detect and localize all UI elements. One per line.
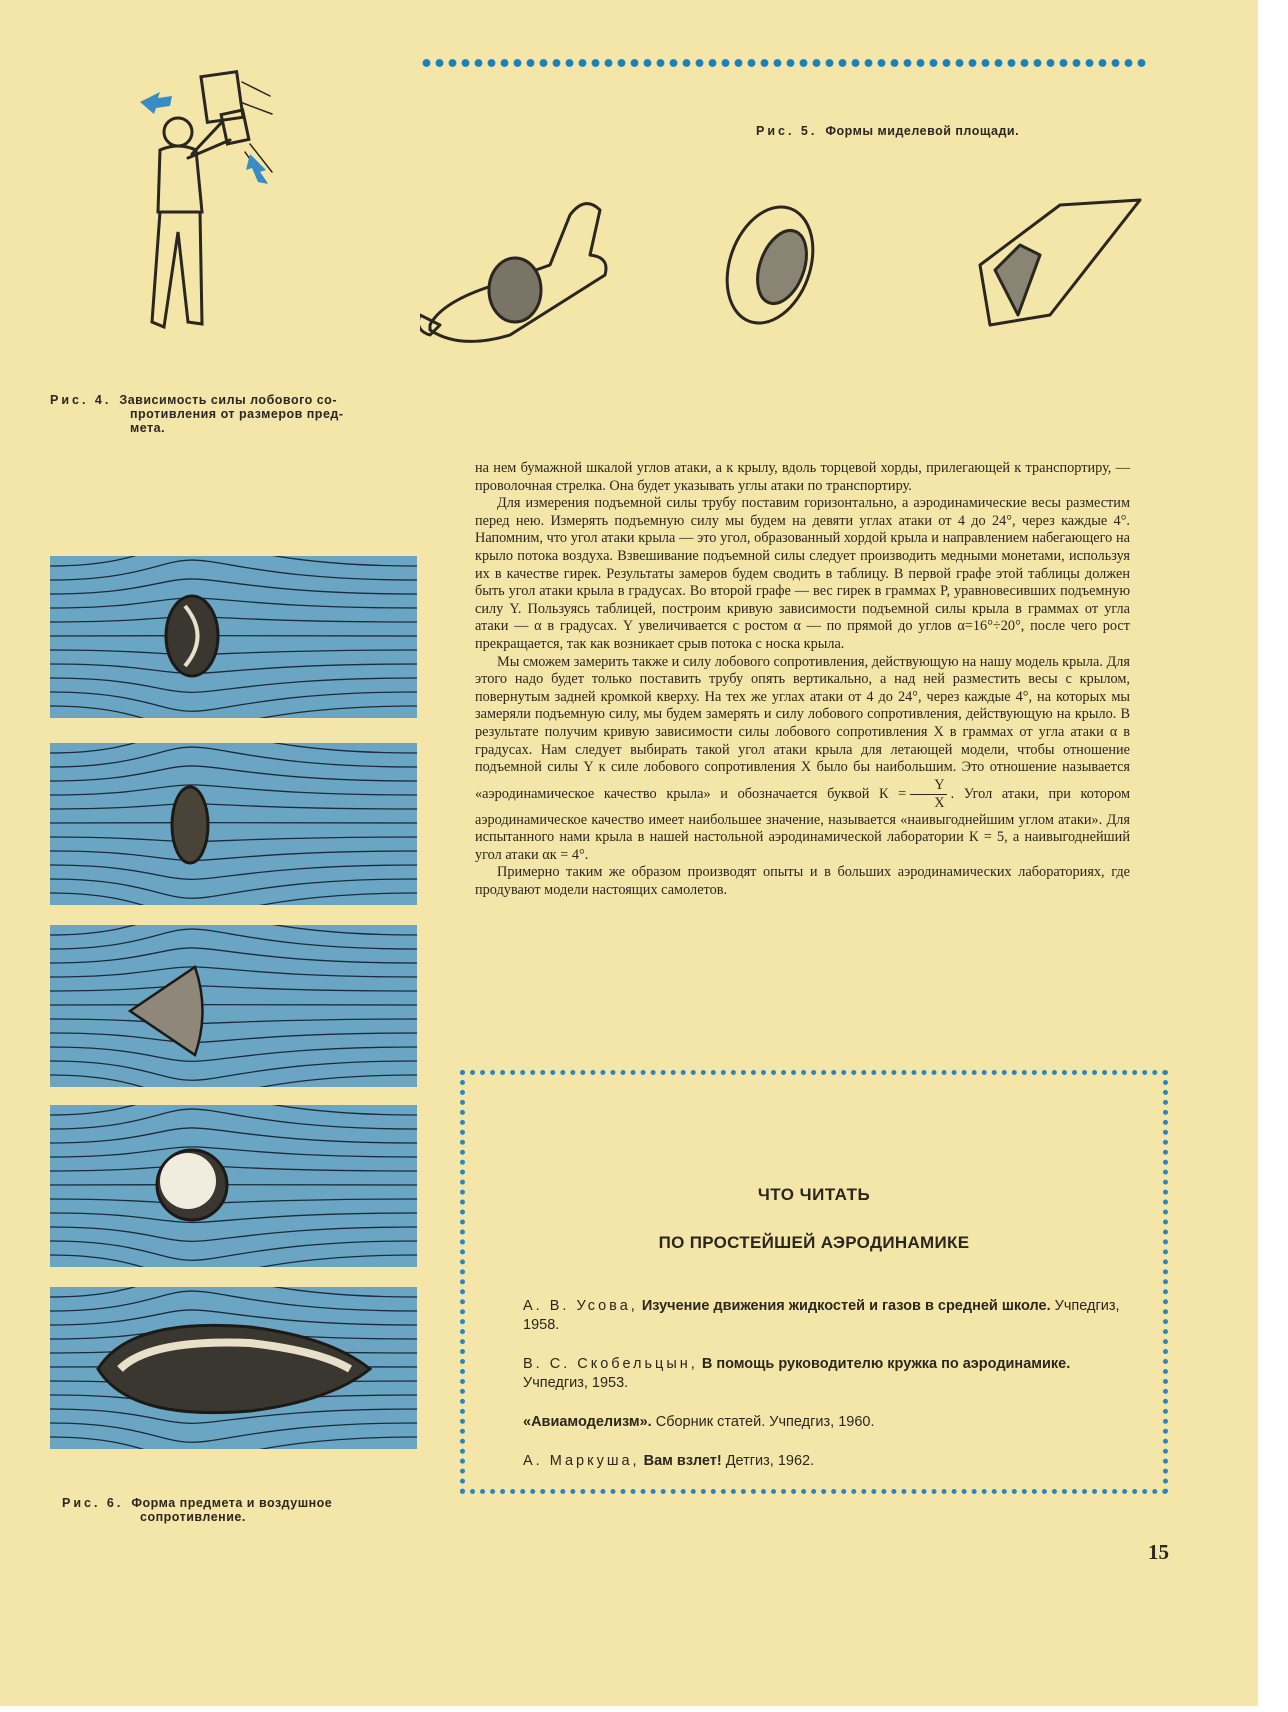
streamline bbox=[50, 1047, 417, 1061]
fig4-title-line2: противления от размеров пред- bbox=[130, 407, 344, 421]
streamline bbox=[50, 1227, 417, 1241]
fraction-numerator: Y bbox=[910, 777, 946, 795]
book-list bbox=[523, 1297, 1133, 1491]
streamline bbox=[50, 1033, 417, 1042]
book-title: «Авиамоделизм». bbox=[523, 1414, 652, 1430]
flow-panel-teardrop bbox=[50, 1287, 417, 1449]
streamline bbox=[50, 837, 417, 842]
streamline bbox=[50, 579, 417, 594]
book-entry bbox=[523, 1413, 1133, 1432]
book-entry bbox=[523, 1452, 1133, 1471]
book-author: А. Маркуша, bbox=[523, 1453, 640, 1469]
streamline bbox=[50, 556, 417, 566]
book-publisher: Сборник статей. Учпедгиз, 1960. bbox=[655, 1414, 875, 1430]
streamline bbox=[50, 664, 417, 673]
book-publisher: Учпедгиз, 1958. bbox=[523, 1298, 1120, 1333]
streamline bbox=[50, 1291, 417, 1311]
streamline bbox=[50, 747, 417, 767]
book-publisher: Детгиз, 1962. bbox=[725, 1453, 815, 1469]
fig5-title: Формы миделевой площади. bbox=[825, 124, 1020, 138]
streamline bbox=[50, 1061, 417, 1080]
paragraph-3-part-b: . Угол атаки, при котором аэродинамическое качество имеет наибольшее значение, называется «наивыгоднейшим углом атаки». Для испытанного нами крыла в нашей настольной аэродинамической лаборатории К = 5, а наивыгоднейший угол атаки αк = 4°. bbox=[475, 785, 1130, 863]
streamline bbox=[50, 1075, 417, 1087]
frontal-area-shapes-illustration bbox=[420, 195, 1160, 395]
fig5-number: Рис. 5. bbox=[756, 124, 818, 138]
book-author: В. С. Скобельцын, bbox=[523, 1356, 698, 1372]
page-number: 15 bbox=[1148, 1540, 1169, 1564]
quality-fraction bbox=[910, 777, 946, 812]
streamline bbox=[50, 1423, 417, 1442]
reading-subheading: ПО ПРОСТЕЙШЕЙ АЭРОДИНАМИКЕ bbox=[658, 1233, 970, 1252]
book-title: Вам взлет! bbox=[643, 1453, 722, 1469]
flow-panel-disk bbox=[50, 743, 417, 905]
streamline bbox=[50, 560, 417, 580]
streamline bbox=[50, 650, 417, 655]
fig4-caption bbox=[50, 393, 390, 435]
streamline bbox=[50, 1147, 417, 1157]
paragraph-2: Для измерения подъемной силы трубу поставим горизонтально, а аэродинамические весы разместим перед нею. Измерять подъемную силу мы будем на девяти углах атаки от 4 до 24°, через каждые 4°. Напомним, что угол атаки крыла — это угол, образованный хордой крыла и направлением набегающего на крыло потока воздуха. Взвешивание подъемной силы следует производить медными монетами, используя их в качестве гирек. Результаты замеров будем сводить в таблицу. В первой графе этой таблицы должен быть угол атаки крыла в градусах. Во второй графе — вес гирек в граммах P, уравновесивших подъемную силу Y. Пользуясь таблицей, построим кривую зависимости подъемной силы крыла в граммах от угла атаки — α в градусах. Y увеличивается с ростом α — по прямой до углов α=16°÷20°, после чего рост прекращается, так как возникает срыв потока с носка крыла. bbox=[475, 495, 1130, 652]
streamline bbox=[50, 1287, 417, 1297]
dotted-rule bbox=[420, 56, 1150, 70]
book-title: В помощь руководителю кружка по аэродинамике. bbox=[701, 1356, 1071, 1372]
streamline bbox=[50, 706, 417, 718]
streamline bbox=[50, 967, 417, 977]
fig4-number: Рис. 4. bbox=[50, 393, 112, 407]
paragraph-1: на нем бумажной шкалой углов атаки, а к крылу, вдоль торцевой хорды, прилегающей к транспортиру, — проволочная стрелка. Она будет указывать углы атаки по транспортиру. bbox=[475, 460, 1130, 494]
fig6-title-line2: сопротивление. bbox=[140, 1510, 246, 1524]
streamline bbox=[50, 1128, 417, 1143]
paragraph-3-part-a: Мы сможем замерить также и силу лобового сопротивления, действующую на нашу модель крыла. Для этого надо будет только поставить трубу опять вертикально, а над ней разместить весы с крылом, повернутым задней кромкой кверху. На тех же углах атаки от 4 до 24°, через каждые 4°, на которых мы замеряли подъемную силу, мы будем замерять и силу лобового сопротивления, действующую на крыло. В результате получим кривую зависимости силы лобового сопротивления X в граммах от угла атаки α в градусах. Нам следует выбирать такой угол атаки крыла для летающей модели, чтобы отношение подъемной силы Y к силе лобового сопротивления X было бы наибольшим. Это отношение называется «аэродинамическое качество крыла» и обозначается буквой К = bbox=[475, 653, 1130, 802]
streamline bbox=[50, 1105, 417, 1115]
streamline bbox=[50, 598, 417, 608]
streamline bbox=[50, 804, 417, 809]
streamline bbox=[50, 1166, 417, 1171]
streamline bbox=[50, 785, 417, 795]
streamline bbox=[50, 1213, 417, 1222]
streamline bbox=[50, 617, 417, 622]
paragraph-3 bbox=[475, 654, 1130, 865]
fig6-caption bbox=[62, 1496, 422, 1524]
streamline bbox=[50, 1255, 417, 1267]
fuselage-section bbox=[489, 258, 541, 322]
streamline bbox=[50, 678, 417, 692]
reading-heading: ЧТО ЧИТАТЬ bbox=[757, 1185, 871, 1204]
streamlines bbox=[50, 1105, 417, 1267]
streamline bbox=[50, 948, 417, 963]
streamline bbox=[50, 1109, 417, 1129]
fig4-title: Зависимость силы лобового со- bbox=[119, 393, 337, 407]
fig6-title: Форма предмета и воздушное bbox=[131, 1496, 333, 1510]
person-with-sheets-illustration bbox=[130, 62, 280, 362]
flow-panel-cone bbox=[50, 925, 417, 1087]
book-entry bbox=[523, 1355, 1133, 1393]
streamline bbox=[50, 929, 417, 949]
streamline bbox=[50, 879, 417, 898]
streamline bbox=[50, 766, 417, 781]
streamline bbox=[50, 1199, 417, 1204]
streamline bbox=[50, 986, 417, 991]
fig6-number: Рис. 6. bbox=[62, 1496, 124, 1510]
streamline bbox=[50, 851, 417, 860]
streamline bbox=[50, 1310, 417, 1325]
flow-panel-sphere bbox=[50, 1105, 417, 1267]
streamline bbox=[50, 743, 417, 753]
article-body bbox=[475, 460, 1130, 900]
streamline bbox=[50, 692, 417, 711]
book-title: Изучение движения жидкостей и газов в средней школе. bbox=[641, 1298, 1051, 1314]
streamlines bbox=[50, 556, 417, 718]
paragraph-4: Примерно таким же образом производят опыты и в больших аэродинамических лабораториях, где продувают модели настоящих самолетов. bbox=[475, 864, 1130, 899]
fig4-title-line3: мета. bbox=[130, 421, 166, 435]
streamline bbox=[50, 1019, 417, 1024]
book-publisher: Учпедгиз, 1953. bbox=[523, 1375, 629, 1391]
streamline bbox=[50, 865, 417, 879]
streamline bbox=[50, 893, 417, 905]
streamline bbox=[50, 1437, 417, 1449]
streamlines bbox=[50, 743, 417, 905]
book-author: А. В. Усова, bbox=[523, 1298, 638, 1314]
book-entry bbox=[523, 1297, 1133, 1335]
streamline bbox=[50, 1241, 417, 1260]
flow-panel-hemisphere bbox=[50, 556, 417, 718]
fig5-caption bbox=[756, 124, 1019, 138]
reading-list-box bbox=[460, 1070, 1168, 1494]
fraction-denominator: X bbox=[934, 794, 945, 811]
streamline bbox=[50, 925, 417, 935]
streamlines bbox=[50, 925, 417, 1087]
